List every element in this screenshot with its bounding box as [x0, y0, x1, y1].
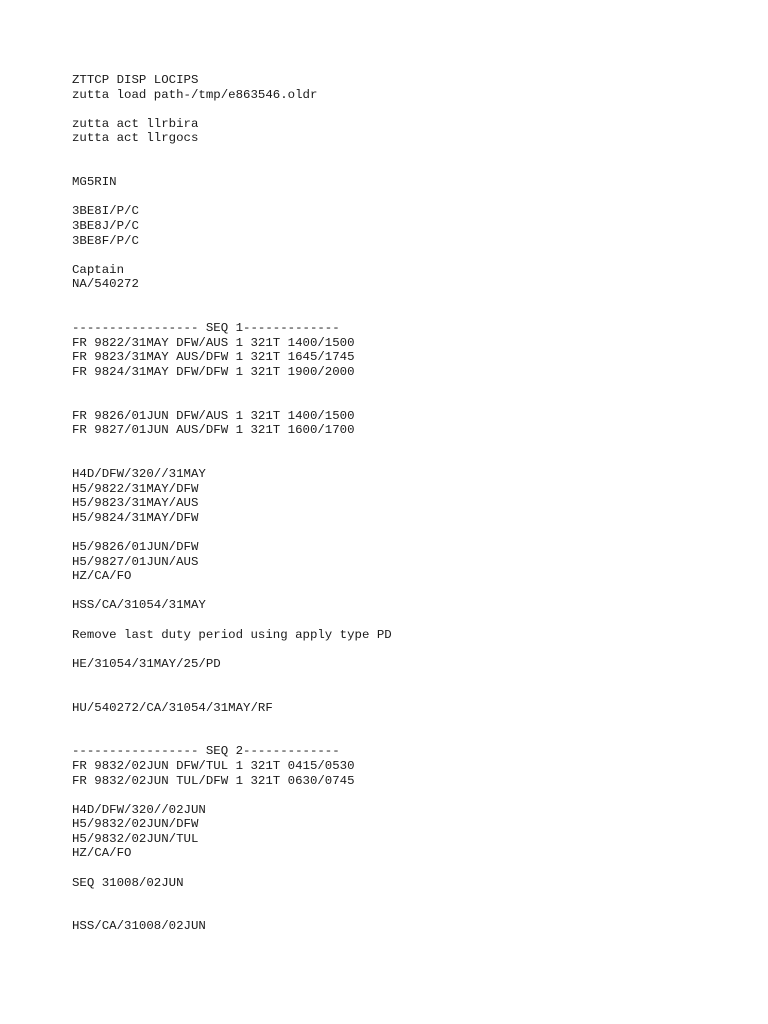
text-line: zutta act llrbira — [72, 116, 199, 131]
blank-line — [72, 438, 752, 453]
text-line: HU/540272/CA/31054/31MAY/RF — [72, 700, 273, 715]
text-line: NA/540272 — [72, 277, 139, 292]
blank-line — [72, 102, 752, 117]
text-line: FR 9823/31MAY AUS/DFW 1 321T 1645/1745 — [72, 350, 355, 365]
blank-line — [72, 642, 752, 657]
text-line: H4D/DFW/320//31MAY — [72, 467, 206, 482]
instruction-line: Remove last duty period using apply type PD — [72, 627, 392, 642]
text-line: 3BE8I/P/C — [72, 204, 139, 219]
blank-line — [72, 394, 752, 409]
text-line: FR 9824/31MAY DFW/DFW 1 321T 1900/2000 — [72, 364, 355, 379]
text-line: FR 9827/01JUN AUS/DFW 1 321T 1600/1700 — [72, 423, 355, 438]
text-line: H5/9832/02JUN/TUL — [72, 831, 199, 846]
text-line: H5/9832/02JUN/DFW — [72, 817, 199, 832]
text-line: SEQ 31008/02JUN — [72, 875, 184, 890]
text-line: FR 9832/02JUN TUL/DFW 1 321T 0630/0745 — [72, 773, 355, 788]
text-line: zutta load path-/tmp/e863546.oldr — [72, 87, 318, 102]
blank-line — [72, 292, 752, 307]
text-line: ZTTCP DISP LOCIPS — [72, 73, 199, 87]
blank-line — [72, 788, 752, 803]
text-line: H5/9827/01JUN/AUS — [72, 554, 199, 569]
text-line: H5/9826/01JUN/DFW — [72, 540, 199, 554]
blank-line — [72, 190, 752, 205]
text-line: H5/9822/31MAY/DFW — [72, 481, 199, 496]
blank-line — [72, 686, 752, 701]
text-line: HSS/CA/31008/02JUN — [72, 919, 206, 934]
document-body — [72, 73, 752, 934]
text-line: H5/9824/31MAY/DFW — [72, 510, 199, 525]
blank-line — [72, 161, 752, 176]
blank-line — [72, 905, 752, 920]
blank-line — [72, 452, 752, 467]
blank-line — [72, 379, 752, 394]
blank-line — [72, 730, 752, 745]
blank-line — [72, 613, 752, 628]
blank-line — [72, 146, 752, 161]
text-line: H5/9823/31MAY/AUS — [72, 496, 199, 511]
text-line: Captain — [72, 262, 125, 277]
text-line: FR 9822/31MAY DFW/AUS 1 321T 1400/1500 — [72, 335, 355, 350]
text-line: 3BE8F/P/C — [72, 233, 139, 248]
text-line: H4D/DFW/320//02JUN — [72, 802, 206, 817]
text-line: HZ/CA/FO — [72, 846, 132, 861]
text-line: zutta act llrgocs — [72, 131, 199, 146]
blank-line — [72, 248, 752, 263]
text-line: HSS/CA/31054/31MAY — [72, 598, 206, 613]
blank-line — [72, 890, 752, 905]
text-line: 3BE8J/P/C — [72, 218, 139, 233]
blank-line — [72, 307, 752, 322]
text-line: FR 9832/02JUN DFW/TUL 1 321T 0415/0530 — [72, 758, 355, 773]
blank-line — [72, 715, 752, 730]
seq-2-header: ----------------- SEQ 2------------- — [72, 744, 340, 759]
text-line: FR 9826/01JUN DFW/AUS 1 321T 1400/1500 — [72, 408, 355, 423]
blank-line — [72, 584, 752, 599]
blank-line — [72, 671, 752, 686]
blank-line — [72, 525, 752, 540]
text-line: MG5RIN — [72, 175, 117, 190]
text-line: HZ/CA/FO — [72, 569, 132, 584]
blank-line — [72, 861, 752, 876]
seq-1-header: ----------------- SEQ 1------------- — [72, 321, 340, 336]
text-line: HE/31054/31MAY/25/PD — [72, 656, 221, 671]
